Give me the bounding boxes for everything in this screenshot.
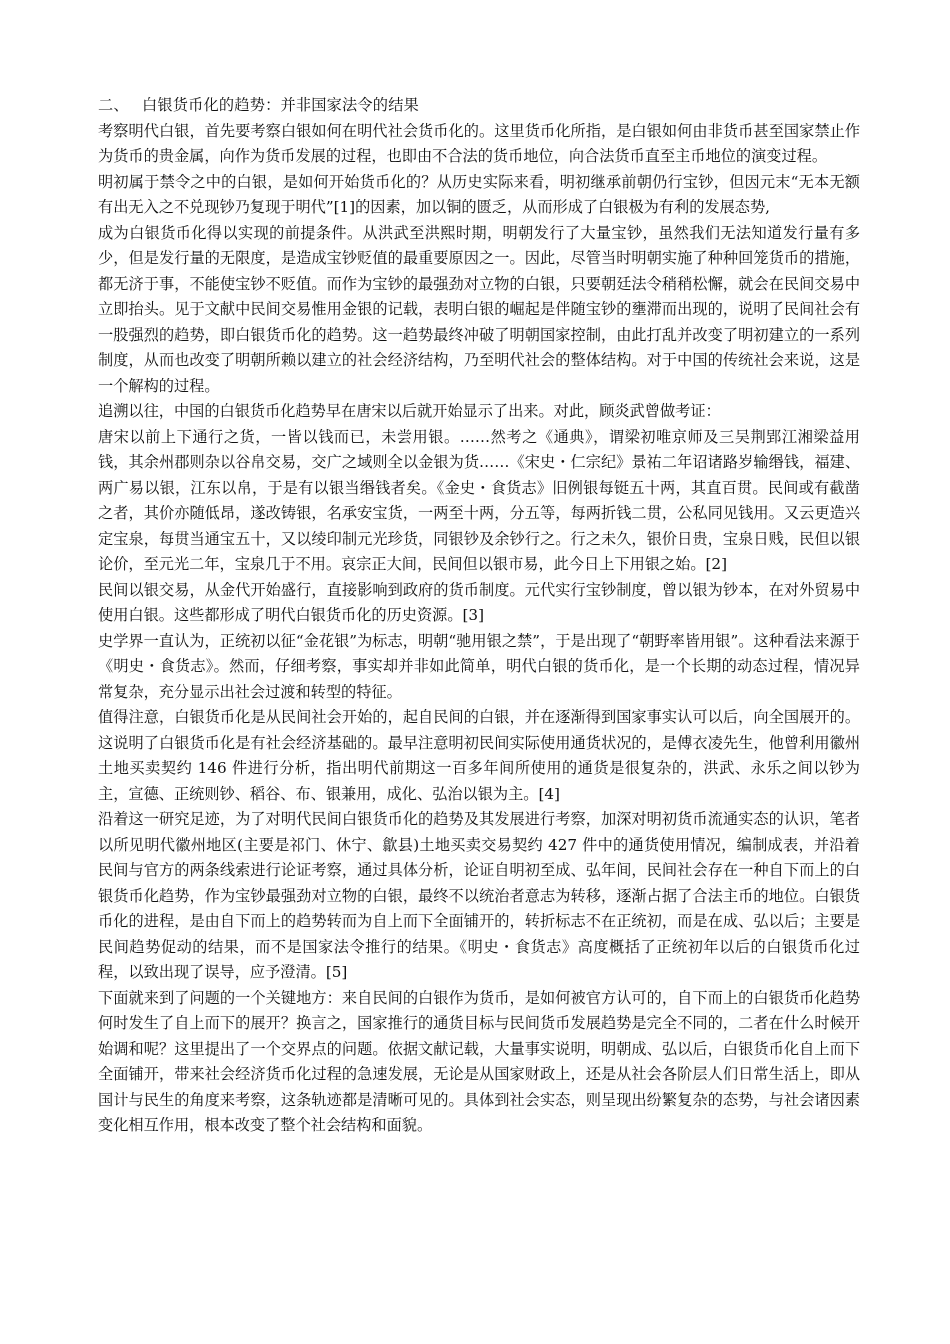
paragraph-10: 下面就来到了问题的一个关键地方：来自民间的白银作为货币，是如何被官方认可的，自下而上的白银货币化趋势何时发生了自上而下的展开？换言之，国家推行的通货目标与民间货币发展趋势是完全不同的，二者在什么时候开始调和呢？这里提出了一个交界点的问题。依据文献记载，大量事实说明，明朝成、弘以后，白银货币化自上而下全面铺开，带来社会经济货币化过程的急速发展，无论是从国家财政上，还是从社会各阶层人们日常生活上，即从国计与民生的角度来考察，这条轨迹都是清晰可见的。具体到社会实态，则呈现出纷繁复杂的态势，与社会诸因素变化相互作用，根本改变了整个社会结构和面貌。	[98, 988, 860, 1134]
section-title: 白银货币化的趋势：并非国家法令的结果	[142, 96, 419, 114]
paragraph-7: 史学界一直认为，正统初以征“金花银”为标志，明朝“驰用银之禁”，于是出现了“朝野率皆用银”。这种看法来源于《明史・食货志》。然而，仔细考察，事实却并非如此简单，明代白银的货币化，是一个长期的动态过程，情况异常复杂，充分显示出社会过渡和转型的特征。	[98, 631, 860, 701]
paragraph-6: 民间以银交易，从金代开始盛行，直接影响到政府的货币制度。元代实行宝钞制度，曾以银为钞本，在对外贸易中使用白银。这些都形成了明代白银货币化的历史资源。[3]	[98, 580, 860, 624]
section-number: 二、	[98, 96, 129, 114]
paragraph-2: 明初属于禁令之中的白银，是如何开始货币化的？从历史实际来看，明初继承前朝仍行宝钞，但因元末“无本无额有出无入之不兑现钞乃复现于明代”[1]的因素，加以铜的匮乏，从而形成了白银极为有利的发展态势,	[98, 172, 860, 216]
document-page	[98, 93, 860, 1139]
paragraph-4: 追溯以往，中国的白银货币化趋势早在唐宋以后就开始显示了出来。对此，顾炎武曾做考证：	[98, 402, 721, 420]
paragraph-9: 沿着这一研究足迹，为了对明代民间白银货币化的趋势及其发展进行考察，加深对明初货币流通实态的认识，笔者以所见明代徽州地区(主要是祁门、休宁、歙县)土地买卖交易契约 427 件中的通货使用情况，编制成表，并沿着民间与官方的两条线索进行论证考察，通过具体分析，论证自明初至成、弘年间，民间社会存在一种自下而上的白银货币化趋势，作为宝钞最强劲对立物的白银，最终不以统治者意志为转移，逐渐占据了合法主币的地位。白银货币化的进程，是由自下而上的趋势转而为自上而下全面铺开的，转折标志不在正统初，而是在成、弘以后；主要是民间趋势促动的结果，而不是国家法令推行的结果。《明史・食货志》高度概括了正统初年以后的白银货币化过程，以致出现了误导，应予澄清。[5]	[98, 810, 860, 981]
section-heading	[98, 93, 860, 119]
paragraph-1: 考察明代白银，首先要考察白银如何在明代社会货币化的。这里货币化所指，是白银如何由非货币甚至国家禁止作为货币的贵金属，向作为货币发展的过程，也即由不合法的货币地位，向合法货币直至主币地位的演变过程。	[98, 121, 860, 165]
paragraph-3: 成为白银货币化得以实现的前提条件。从洪武至洪熙时期，明朝发行了大量宝钞，虽然我们无法知道发行量有多少，但是发行量的无限度，是造成宝钞贬值的最重要原因之一。因此，尽管当时明朝实施了种种回笼货币的措施，都无济于事，不能使宝钞不贬值。而作为宝钞的最强劲对立物的白银，只要朝廷法令稍稍松懈，就会在民间交易中立即抬头。见于文献中民间交易惟用金银的记载，表明白银的崛起是伴随宝钞的壅滞而出现的，说明了民间社会有一股强烈的趋势，即白银货币化的趋势。这一趋势最终冲破了明朝国家控制，由此打乱并改变了明初建立的一系列制度，从而也改变了明朝所赖以建立的社会经济结构，乃至明代社会的整体结构。对于中国的传统社会来说，这是一个解构的过程。	[98, 223, 860, 395]
paragraph-8: 值得注意，白银货币化是从民间社会开始的，起自民间的白银，并在逐渐得到国家事实认可以后，向全国展开的。这说明了白银货币化是有社会经济基础的。最早注意明初民间实际使用通货状况的，是傅衣凌先生，他曾利用徽州土地买卖契约 146 件进行分析，指出明代前期这一百多年间所使用的通货是很复杂的，洪武、永乐之间以钞为主，宣德、正统则钞、稻谷、布、银兼用，成化、弘治以银为主。[4]	[98, 708, 860, 803]
quotation-paragraph: 唐宋以前上下通行之货，一皆以钱而已，未尝用银。……然考之《通典》，谓梁初唯京师及三吴荆郢江湘梁益用钱，其余州郡则杂以谷帛交易，交广之域则全以金银为货……《宋史・仁宗纪》景祐二年诏诸路岁输缗钱，福建、两广易以银，江东以帛，于是有以银当缗钱者矣。《金史・食货志》旧例银每铤五十两，其直百贯。民间或有截凿之者，其价亦随低昂，遂改铸银，名承安宝货，一两至十两，分五等，每两折钱二贯，公私同见钱用。又云更造兴定宝泉，每贯当通宝五十，又以绫印制元光珍货，同银钞及余钞行之。行之未久，银价日贵，宝泉日贱，民但以银论价，至元光二年，宝泉几于不用。哀宗正大间，民间但以银市易，此今日上下用银之始。[2]	[98, 427, 860, 573]
